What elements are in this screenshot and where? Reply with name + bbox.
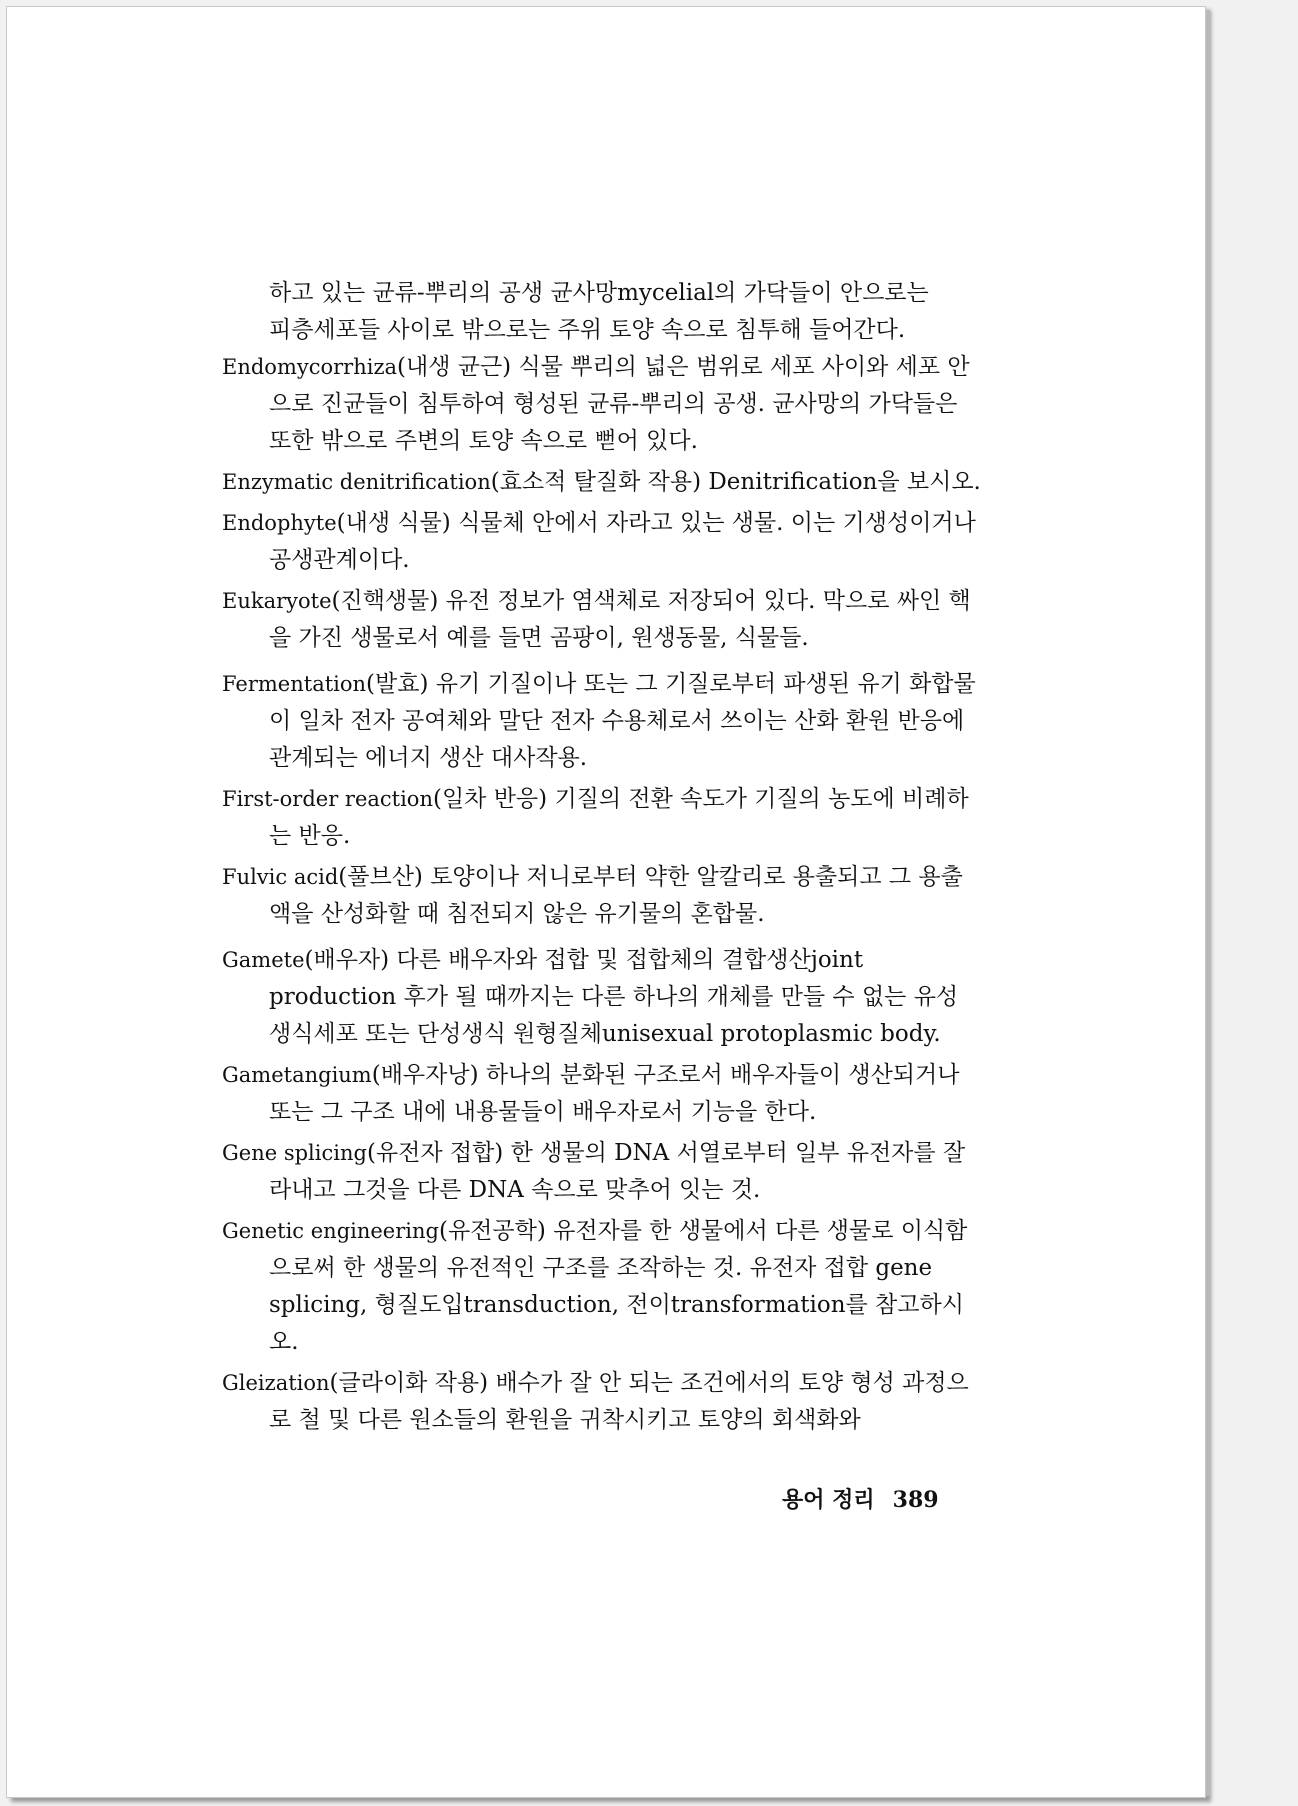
entry-term: Enzymatic denitrification bbox=[222, 470, 491, 494]
glossary-entry bbox=[222, 859, 982, 933]
footer-label: 용어 정리 bbox=[782, 1487, 875, 1513]
entry-gloss: (유전공학) bbox=[438, 1218, 546, 1244]
glossary-entry bbox=[222, 349, 982, 460]
entry-term: First-order reaction bbox=[222, 787, 433, 811]
entry-gloss: (유전자 접합) bbox=[366, 1140, 504, 1166]
glossary-entry bbox=[222, 505, 982, 579]
glossary-entry bbox=[222, 464, 982, 501]
entry-term: Genetic engineering bbox=[222, 1219, 439, 1243]
entry-definition: 토양이나 저니로부터 약한 알칼리로 용출되고 그 용출액을 산성화할 때 침전되지 않은 유기물의 혼합물. bbox=[269, 864, 963, 927]
entry-term: Gamete bbox=[222, 948, 305, 972]
entry-gloss: (일차 반응) bbox=[432, 786, 548, 812]
entry-term: Fermentation bbox=[222, 672, 367, 696]
continuation-line: 피층세포들 사이로 밖으로는 주위 토양 속으로 침투해 들어간다. bbox=[269, 317, 906, 343]
entry-definition: 식물체 안에서 자라고 있는 생물. 이는 기생성이거나 공생관계이다. bbox=[269, 510, 976, 573]
document-page bbox=[6, 6, 1206, 1798]
entry-gloss: (진핵생물) bbox=[331, 588, 439, 614]
entry-definition: 식물 뿌리의 넓은 범위로 세포 사이와 세포 안으로 진균들이 침투하여 형성된 균류-뿌리의 공생. 균사망의 가닥들은 또한 밖으로 주변의 토양 속으로 뻗어 있다. bbox=[269, 354, 970, 454]
entry-gloss: (풀브산) bbox=[338, 864, 423, 890]
entry-gloss: (효소적 탈질화 작용) bbox=[490, 469, 702, 495]
entry-definition: 다른 배우자와 접합 및 접합체의 결합생산joint production 후가 될 때까지는 다른 하나의 개체를 만들 수 없는 유성 생식세포 또는 단성생식 원형질체unisexual protoplasmic body. bbox=[269, 947, 959, 1047]
entry-term: Eukaryote bbox=[222, 589, 332, 613]
entry-term: Gametangium bbox=[222, 1063, 372, 1087]
entry-definition: 한 생물의 DNA 서열로부터 일부 유전자를 잘라내고 그것을 다른 DNA 속으로 맞추어 잇는 것. bbox=[269, 1140, 966, 1203]
entry-term: Endophyte bbox=[222, 511, 337, 535]
entry-term: Fulvic acid bbox=[222, 865, 339, 889]
glossary-entry bbox=[222, 1057, 982, 1131]
glossary-entry bbox=[222, 666, 982, 777]
entry-definition: 유기 기질이나 또는 그 기질로부터 파생된 유기 화합물이 일차 전자 공여체와 말단 전자 수용체로서 쓰이는 산화 환원 반응에 관계되는 에너지 생산 대사작용. bbox=[269, 671, 976, 771]
glossary-entry bbox=[222, 1213, 982, 1361]
entry-definition: Denitrification을 보시오. bbox=[708, 469, 981, 495]
glossary-entry bbox=[222, 1365, 982, 1439]
entry-definition: 기질의 전환 속도가 기질의 농도에 비례하는 반응. bbox=[269, 786, 969, 849]
entry-gloss: (내생 식물) bbox=[336, 510, 451, 536]
page-number: 389 bbox=[892, 1487, 939, 1513]
entry-gloss: (배우자) bbox=[304, 947, 390, 973]
entry-gloss: (발효) bbox=[366, 671, 429, 697]
entry-definition: 하나의 분화된 구조로서 배우자들이 생산되거나 또는 그 구조 내에 내용물들이 배우자로서 기능을 한다. bbox=[269, 1062, 960, 1125]
page-footer bbox=[782, 1483, 939, 1514]
entry-gloss: (내생 균근) bbox=[397, 354, 512, 380]
entry-definition: 유전자를 한 생물에서 다른 생물로 이식함으로써 한 생물의 유전적인 구조를 조작하는 것. 유전자 접합 gene splicing, 형질도입transduction, 전이transformation를 참고하시오. bbox=[269, 1218, 968, 1355]
entry-definition: 유전 정보가 염색체로 저장되어 있다. 막으로 싸인 핵을 가진 생물로서 예를 들면 곰팡이, 원생동물, 식물들. bbox=[269, 588, 971, 651]
entry-term: Gleization bbox=[222, 1371, 330, 1395]
glossary-entry bbox=[222, 781, 982, 855]
entry-term: Gene splicing bbox=[222, 1141, 367, 1165]
entry-definition: 배수가 잘 안 되는 조건에서의 토양 형성 과정으로 철 및 다른 원소들의 환원을 귀착시키고 토양의 회색화와 bbox=[269, 1370, 969, 1433]
glossary-entry bbox=[222, 942, 982, 1053]
entry-gloss: (배우자낭) bbox=[371, 1062, 479, 1088]
glossary-entry bbox=[222, 583, 982, 657]
entry-gloss: (글라이화 작용) bbox=[329, 1370, 489, 1396]
continuation-line: 하고 있는 균류-뿌리의 공생 균사망mycelial의 가닥들이 안으로는 bbox=[269, 280, 929, 306]
page-edge-shadow bbox=[1206, 10, 1210, 1796]
glossary-body bbox=[222, 275, 982, 1439]
entry-term: Endomycorrhiza bbox=[222, 355, 398, 379]
glossary-entry bbox=[222, 1135, 982, 1209]
